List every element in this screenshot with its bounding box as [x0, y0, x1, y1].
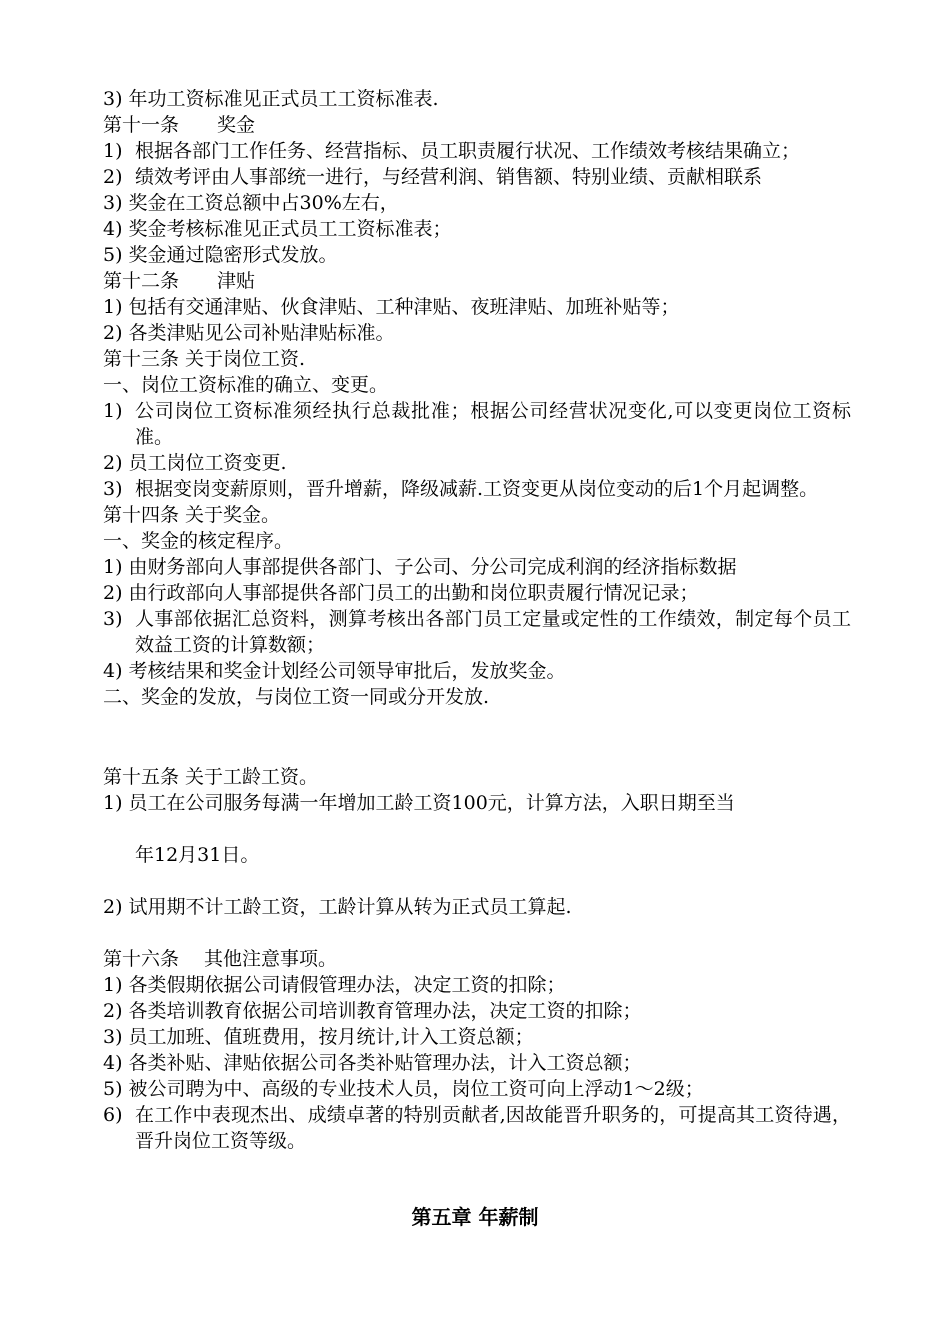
list-item: [103, 164, 851, 190]
text-line-continued: 年12月31日。: [135, 844, 260, 866]
item-text: 人事部依据汇总资料，测算考核出各部门员工定量或定性的工作绩效，制定每个员工效益工资的计算数额；: [135, 608, 851, 656]
article-heading: 第十六条 其他注意事项。: [103, 948, 338, 970]
item-number: 3): [103, 608, 123, 630]
text-line: 3) 奖金在工资总额中占30%左右，: [103, 192, 399, 214]
section-heading: 一、岗位工资标准的确立、变更。: [103, 374, 389, 396]
section-heading: 一、奖金的核定程序。: [103, 530, 294, 552]
item-text: 公司岗位工资标准须经执行总裁批准；根据公司经营状况变化,可以变更岗位工资标准。: [135, 400, 851, 448]
section-heading: 二、奖金的发放，与岗位工资一同或分开发放.: [103, 686, 490, 708]
text-line: 2) 各类津贴见公司补贴津贴标准。: [103, 322, 395, 344]
spacer: [103, 816, 851, 842]
text-line: 4) 奖金考核标准见正式员工工资标准表；: [103, 218, 452, 240]
list-item: [103, 476, 851, 502]
document-body: [103, 86, 851, 1154]
text-line: 2) 试用期不计工龄工资，工龄计算从转为正式员工算起.: [103, 896, 572, 918]
list-item: [103, 398, 851, 450]
text-line: 2) 员工岗位工资变更.: [103, 452, 287, 474]
text-line: 1) 由财务部向人事部提供各部门、子公司、分公司完成利润的经济指标数据: [103, 556, 737, 578]
article-heading: 第十三条 关于岗位工资.: [103, 348, 306, 370]
article-heading: 第十五条 关于工龄工资。: [103, 766, 319, 788]
text-line: 1) 员工在公司服务每满一年增加工龄工资100元，计算方法，入职日期至当: [103, 792, 735, 814]
list-item: [103, 1102, 851, 1154]
spacer: [103, 710, 851, 764]
list-item: [103, 138, 851, 164]
spacer: [103, 920, 851, 946]
item-text: 根据各部门工作任务、经营指标、员工职责履行状况、工作绩效考核结果确立；: [135, 140, 801, 162]
text-line: 4) 各类补贴、津贴依据公司各类补贴管理办法，计入工资总额；: [103, 1052, 642, 1074]
text-line: 4) 考核结果和奖金计划经公司领导审批后，发放奖金。: [103, 660, 566, 682]
text-line: 5) 被公司聘为中、高级的专业技术人员，岗位工资可向上浮动1～2级；: [103, 1078, 704, 1100]
item-text: 在工作中表现杰出、成绩卓著的特别贡献者,因故能晋升职务的，可提高其工资待遇，晋升岗位工资等级。: [135, 1104, 851, 1152]
item-text: 绩效考评由人事部统一进行，与经营利润、销售额、特别业绩、贡献相联系: [135, 166, 763, 188]
text-line: 1) 包括有交通津贴、伙食津贴、工种津贴、夜班津贴、加班补贴等；: [103, 296, 680, 318]
spacer: [103, 868, 851, 894]
item-number: 6): [103, 1104, 123, 1126]
item-text: 根据变岗变薪原则，晋升增薪，降级减薪.工资变更从岗位变动的后1个月起调整。: [135, 478, 819, 500]
text-line: 5) 奖金通过隐密形式发放。: [103, 244, 338, 266]
text-line: 3) 员工加班、值班费用，按月统计,计入工资总额；: [103, 1026, 534, 1048]
text-line: 1) 各类假期依据公司请假管理办法，决定工资的扣除；: [103, 974, 566, 996]
item-number: 2): [103, 166, 123, 188]
article-heading: 第十四条 关于奖金。: [103, 504, 281, 526]
chapter-title: 第五章 年薪制: [411, 1205, 539, 1229]
text-line: 3) 年功工资标准见正式员工工资标准表.: [103, 88, 439, 110]
item-number: 3): [103, 478, 123, 500]
item-number: 1): [103, 400, 123, 422]
list-item: [103, 606, 851, 658]
article-heading: 第十二条 津贴: [103, 270, 256, 292]
article-heading: 第十一条 奖金: [103, 114, 256, 136]
text-line: 2) 各类培训教育依据公司培训教育管理办法，决定工资的扣除；: [103, 1000, 642, 1022]
text-line: 2) 由行政部向人事部提供各部门员工的出勤和岗位职责履行情况记录；: [103, 582, 699, 604]
item-number: 1): [103, 140, 123, 162]
